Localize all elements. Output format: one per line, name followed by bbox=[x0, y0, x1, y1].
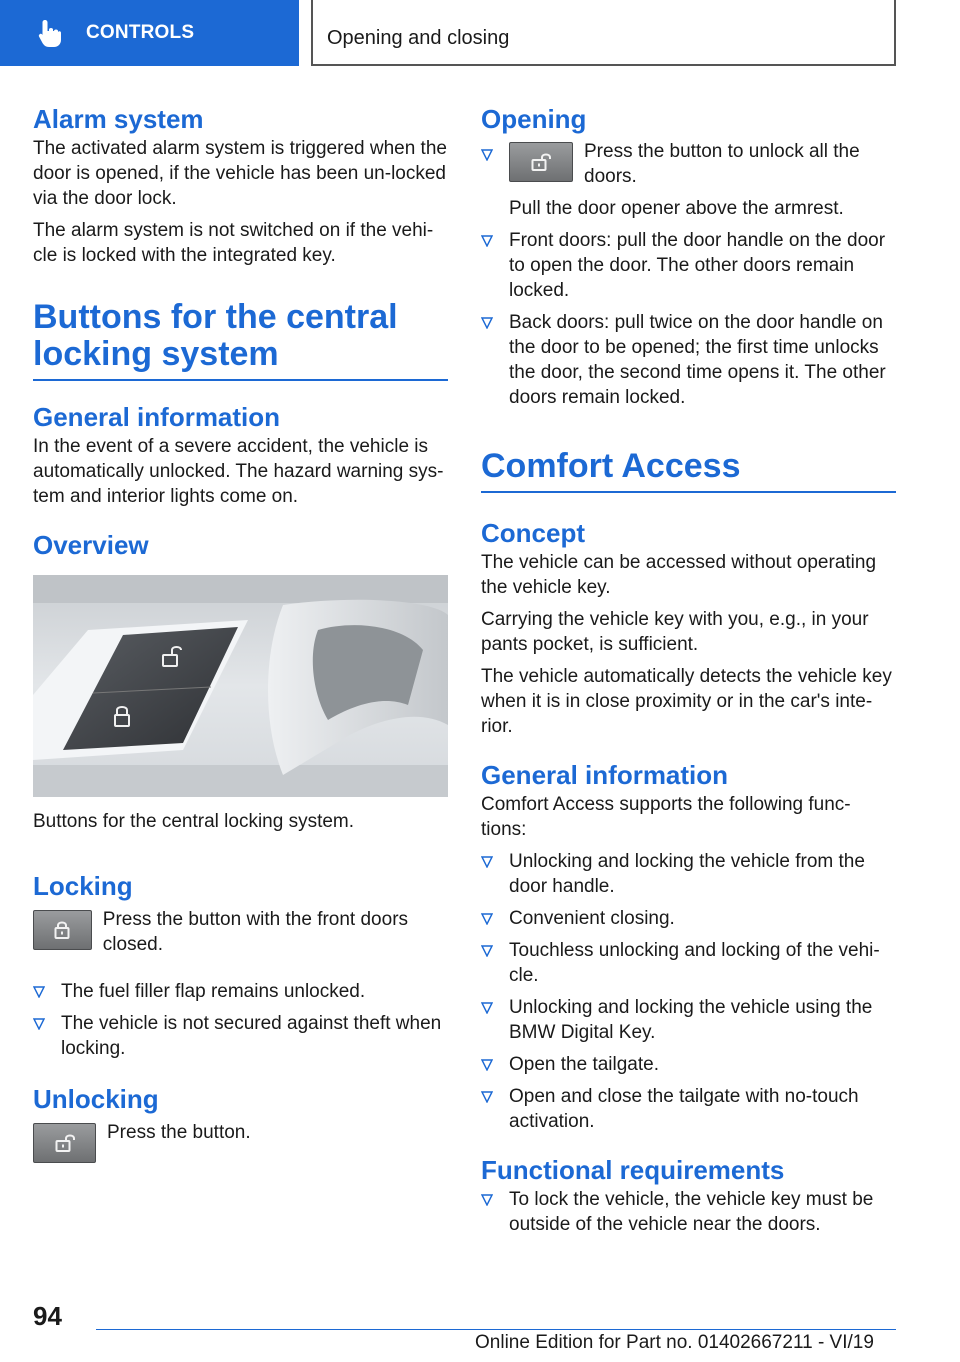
photo-caption: Buttons for the central locking system. bbox=[33, 811, 355, 832]
list-item bbox=[481, 1187, 896, 1237]
opening-follow-text: Pull the door opener above the armrest. bbox=[509, 198, 844, 219]
lock-open-icon bbox=[55, 1134, 75, 1152]
unlocking-button-row bbox=[33, 1123, 448, 1163]
general-info-paragraph-2: Comfort Access supports the following func‐tions: bbox=[481, 794, 851, 840]
concept-paragraph-3: The vehicle automatically detects the vehicle key when it is in close proximity or in the car's inte‐rior. bbox=[481, 666, 892, 737]
triangle-bullet-icon bbox=[481, 149, 493, 161]
list-item bbox=[481, 1052, 896, 1077]
comfort-bullet-1: Unlocking and locking the vehicle from the door handle. bbox=[509, 851, 865, 897]
list-item bbox=[481, 142, 896, 221]
door-panel-photo bbox=[33, 575, 448, 797]
list-item bbox=[481, 310, 896, 410]
comfort-bullet-4: Unlocking and locking the vehicle using the BMW Digital Key. bbox=[509, 997, 873, 1043]
triangle-bullet-icon bbox=[481, 1059, 493, 1071]
triangle-bullet-icon bbox=[481, 1194, 493, 1206]
section-tab bbox=[0, 0, 299, 66]
comfort-bullet-3: Touchless unlocking and locking of the vehi‐cle. bbox=[509, 940, 880, 986]
unlocking-heading: Unlocking bbox=[33, 1084, 159, 1114]
functional-requirements-heading: Functional requirements bbox=[481, 1155, 785, 1185]
opening-bullet-2: Back doors: pull twice on the door handle on the door to be opened; the first time unlocks the door, the second time opens it. The other doors remain locked. bbox=[509, 312, 886, 408]
comfort-bullet-2: Convenient closing. bbox=[509, 908, 675, 929]
triangle-bullet-icon bbox=[481, 945, 493, 957]
list-item bbox=[481, 1084, 896, 1134]
opening-bullet-1: Front doors: pull the door handle on the door to open the door. The other doors remain locked. bbox=[509, 230, 886, 301]
concept-paragraph-1: The vehicle can be accessed without operating the vehicle key. bbox=[481, 552, 877, 598]
alarm-system-heading: Alarm system bbox=[33, 104, 204, 134]
list-item bbox=[481, 906, 896, 931]
triangle-bullet-icon bbox=[33, 1018, 45, 1030]
list-item bbox=[481, 849, 896, 899]
overview-heading: Overview bbox=[33, 530, 149, 560]
locking-bullet-2: The vehicle is not secured against theft when locking. bbox=[61, 1013, 442, 1059]
triangle-bullet-icon bbox=[481, 913, 493, 925]
hand-pointer-icon bbox=[38, 18, 62, 48]
list-item bbox=[481, 938, 896, 988]
triangle-bullet-icon bbox=[481, 1002, 493, 1014]
chapter-header bbox=[311, 0, 896, 66]
left-column bbox=[33, 100, 448, 1163]
comfort-bullet-5: Open the tailgate. bbox=[509, 1054, 659, 1075]
locking-bullet-1: The fuel filler flap remains unlocked. bbox=[61, 981, 366, 1002]
list-item bbox=[481, 995, 896, 1045]
lock-button-image bbox=[33, 910, 92, 950]
opening-heading: Opening bbox=[481, 104, 587, 134]
concept-paragraph-2: Carrying the vehicle key with you, e.g., in your pants pocket, is sufficient. bbox=[481, 609, 869, 655]
alarm-paragraph-1: The activated alarm system is triggered when the door is opened, if the vehicle has been un‐locked via the door lock. bbox=[33, 138, 447, 209]
footer-divider bbox=[96, 1329, 896, 1330]
triangle-bullet-icon bbox=[33, 986, 45, 998]
section-label: CONTROLS bbox=[86, 22, 195, 43]
comfort-access-heading: Comfort Access bbox=[481, 448, 896, 493]
opening-button-text: Press the button to unlock all the doors. bbox=[584, 141, 860, 187]
general-info-heading-2: General information bbox=[481, 760, 729, 790]
list-item bbox=[481, 228, 896, 303]
list-item bbox=[33, 979, 448, 1004]
alarm-paragraph-2: The alarm system is not switched on if the vehi‐cle is locked with the integrated key. bbox=[33, 220, 434, 266]
locking-heading: Locking bbox=[33, 871, 133, 901]
triangle-bullet-icon bbox=[481, 317, 493, 329]
unlock-button-image bbox=[509, 142, 573, 182]
locking-button-row bbox=[33, 910, 448, 957]
edition-text: Online Edition for Part no. 01402667211 - VI/19 bbox=[475, 1332, 874, 1353]
general-info-paragraph: In the event of a severe accident, the vehicle is automatically unlocked. The hazard warning sys‐tem and interior lights come on. bbox=[33, 436, 444, 507]
locking-text: Press the button with the front doors closed. bbox=[102, 909, 409, 955]
lock-open-icon bbox=[531, 153, 551, 171]
comfort-bullet-6: Open and close the tailgate with no-touch activation. bbox=[509, 1086, 859, 1132]
right-column bbox=[481, 100, 896, 1237]
page-number: 94 bbox=[33, 1301, 62, 1331]
concept-heading: Concept bbox=[481, 518, 585, 548]
triangle-bullet-icon bbox=[481, 1091, 493, 1103]
triangle-bullet-icon bbox=[481, 856, 493, 868]
func-bullet-1: To lock the vehicle, the vehicle key must be outside of the vehicle near the doors. bbox=[509, 1189, 874, 1235]
lock-closed-icon bbox=[54, 921, 70, 939]
opening-button-row bbox=[509, 142, 884, 189]
list-item bbox=[33, 1011, 448, 1061]
buttons-heading: Buttons for the central locking system bbox=[33, 299, 448, 381]
unlocking-text: Press the button. bbox=[107, 1122, 251, 1143]
general-info-heading: General information bbox=[33, 402, 281, 432]
unlock-button-image bbox=[33, 1123, 96, 1163]
triangle-bullet-icon bbox=[481, 235, 493, 247]
chapter-title: Opening and closing bbox=[327, 27, 510, 49]
